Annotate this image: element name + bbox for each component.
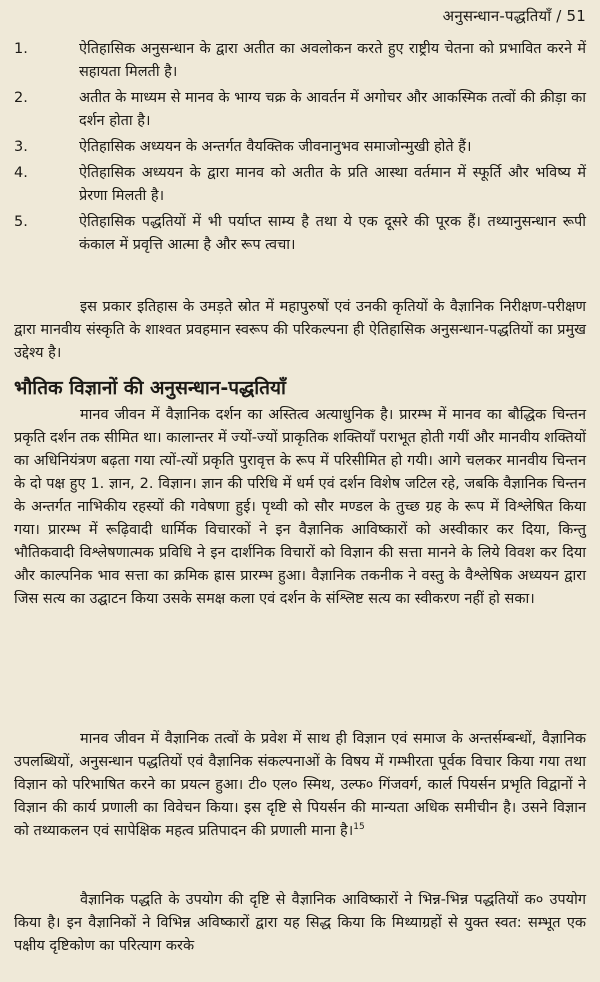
conclusion-paragraph: इस प्रकार इतिहास के उमड़ते स्रोत में महापुरुषों एवं उनकी कृतियों के वैज्ञानिक निरीक्षण-परीक्षण द्वारा मानवीय संस्कृति के शाश्वत प्रवहमान स्वरूप की परिकल्पना ही ऐतिहासिक अनुसन्धान-पद्धतियों का प्रमुख उद्देश्य है। xyxy=(14,299,586,361)
section-paragraph-3: वैज्ञानिक पद्धति के उपयोग की दृष्टि से वैज्ञानिक आविष्कारों ने भिन्न-भिन्न पद्धतियों क० उपयोग किया है। इन वैज्ञानिकों ने विभिन्न अविष्कारों द्वारा यह सिद्ध किया कि मिथ्याग्रहों से युक्त स्वत: सम्भूत एक पक्षीय दृष्टिकोण का परित्याग करके xyxy=(14,892,586,954)
list-item-number: 2. xyxy=(14,90,28,106)
section-heading: भौतिक विज्ञानों की अनुसन्धान-पद्धतियाँ xyxy=(14,377,286,399)
running-header: अनुसन्धान-पद्धतियाँ / 51 xyxy=(442,7,586,25)
list-item-number: 5. xyxy=(14,214,28,230)
list-item-number: 4. xyxy=(14,165,28,181)
list-item-text: ऐतिहासिक अनुसन्धान के द्वारा अतीत का अवलोकन करते हुए राष्ट्रीय चेतना को प्रभावित करने में सहायता मिलती है। xyxy=(79,41,586,80)
list-item-text: ऐतिहासिक पद्धतियों में भी पर्याप्त साम्य है तथा ये एक दूसरे की पूरक हैं। तथ्यानुसन्धान रूपी कंकाल में प्रवृत्ति आत्मा है और रूप त्वचा। xyxy=(79,214,586,253)
list-item-text: अतीत के माध्यम से मानव के भाग्य चक्र के आवर्तन में अगोचर और आकस्मिक तत्वों की क्रीड़ा का दर्शन होता है। xyxy=(79,90,586,129)
section-paragraph-1: मानव जीवन में वैज्ञानिक दर्शन का अस्तित्व अत्याधुनिक है। प्रारम्भ में मानव का बौद्धिक चिन्तन प्रकृति दर्शन तक सीमित था। कालान्तर में ज्यों-ज्यों प्राकृतिक शक्तियाँ पराभूत होती गयीं और मानवीय शक्तियों का अधिनियंत्रण बढ़ता गया त्यों-त्यों प्रकृति पुरावृत्त के रूप में परिसीमित हो गयी। आगे चलकर मानवीय चिन्तन के दो पक्ष हुए 1. ज्ञान, 2. विज्ञान। ज्ञान की परिधि में धर्म एवं दर्शन विशेष जटिल रहे, जबकि वैज्ञानिक चिन्तन के अन्तर्गत नाभिकीय रहस्यों की गवेषणा हुई। पृथ्वी को सौर मण्डल के तुच्छ ग्रह के रूप में विश्लेषित किया गया। प्रारम्भ में रूढ़िवादी धार्मिक विचारकों ने इन वैज्ञानिक आविष्कारों को अस्वीकार कर दिया, किन्तु भौतिकवादी विश्लेषणात्मक प्रविधि ने इन दार्शनिक विचारों को विज्ञान की सत्ता मानने के लिये विवश कर दिया और काल्पनिक भाव सत्ता का क्रमिक ह्रास प्रारम्भ हुआ। वैज्ञानिक तकनीक ने वस्तु के वैश्लेषिक अध्ययन द्वारा जिस सत्य का उद्घाटन किया उसके समक्ष कला एवं दर्शन के संश्लिष्ट सत्य का स्वीकरण नहीं हो सका। xyxy=(14,407,586,607)
section-paragraph-2-text: मानव जीवन में वैज्ञानिक तत्वों के प्रवेश में साथ ही विज्ञान एवं समाज के अन्तर्सम्बन्धों, वैज्ञानिक उपलब्धियों, अनुसन्धान पद्धतियों एवं वैज्ञानिक संकल्पनाओं के विषय में गम्भीरता पूर्वक विचार किया गया तथा विज्ञान को परिभाषित करने का प्रयत्न हुआ। टी० एल० स्मिथ, उल्फ० गिंजवर्ग, कार्ल पियर्सन प्रभृति विद्वानों ने विज्ञान की कार्य प्रणाली का विवेचन किया। इस दृष्टि से पियर्सन की मान्यता अधिक समीचीन है। उसने विज्ञान को तथ्याकलन एवं सापेक्षिक महत्व प्रतिपादन की प्रणाली माना है। xyxy=(14,731,586,839)
list-item-text: ऐतिहासिक अध्ययन के अन्तर्गत वैयक्तिक जीवनानुभव समाजोन्मुखी होते हैं। xyxy=(79,139,472,155)
numbered-list xyxy=(14,38,586,260)
list-item xyxy=(14,136,586,159)
list-item xyxy=(14,87,586,133)
list-item-text: ऐतिहासिक अध्ययन के द्वारा मानव को अतीत के प्रति आस्था वर्तमान में स्फूर्ति और भविष्य में प्रेरणा मिलती है। xyxy=(79,165,586,204)
footnote-ref: 15 xyxy=(353,822,365,833)
list-item xyxy=(14,38,586,84)
list-item-number: 1. xyxy=(14,41,28,57)
list-item xyxy=(14,211,586,257)
section-paragraph-2 xyxy=(14,728,586,843)
list-item-number: 3. xyxy=(14,139,28,155)
list-item xyxy=(14,162,586,208)
